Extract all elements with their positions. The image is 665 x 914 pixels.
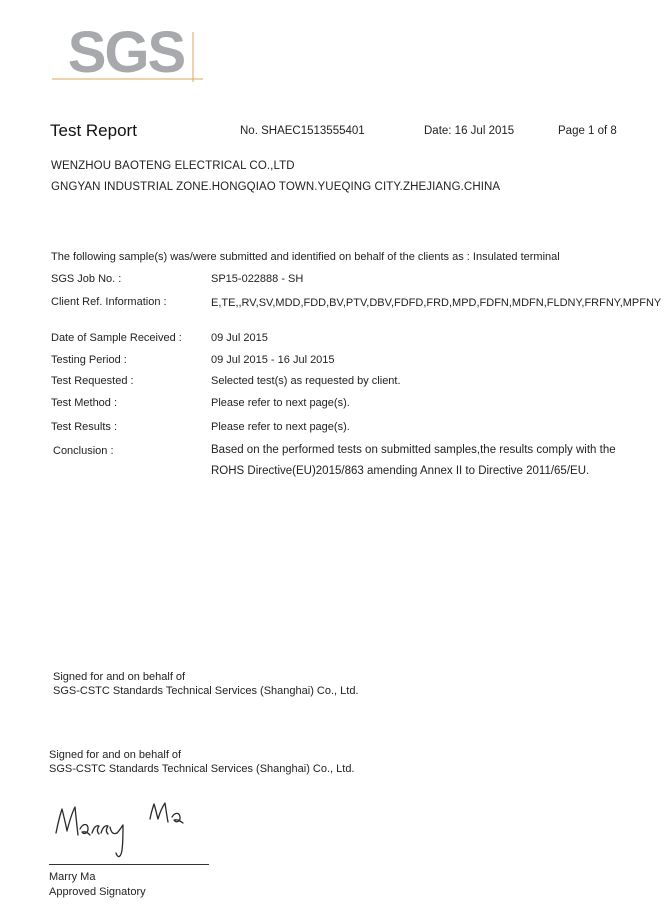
signatory-name: Marry Ma xyxy=(49,871,96,883)
date-received-value: 09 Jul 2015 xyxy=(211,332,268,344)
conclusion-value: Based on the performed tests on submitted samples,the results comply with the ROHS Directive(EU)2015/863 amending Annex II to Directive 2011/65/EU. xyxy=(211,444,616,477)
signature-line xyxy=(49,864,209,865)
handwritten-signature xyxy=(50,795,210,865)
date-received-label: Date of Sample Received : xyxy=(51,332,182,344)
signoff-1-line1: Signed for and on behalf of xyxy=(53,671,186,683)
client-ref-label: Client Ref. Information : xyxy=(51,296,167,308)
signoff-2-line2: SGS-CSTC Standards Technical Services (Shanghai) Co., Ltd. xyxy=(49,763,355,775)
testing-period-value: 09 Jul 2015 - 16 Jul 2015 xyxy=(211,354,335,366)
report-date: Date: 16 Jul 2015 xyxy=(424,125,515,137)
job-no-label: SGS Job No. : xyxy=(51,273,122,285)
test-results-value: Please refer to next page(s). xyxy=(211,421,350,433)
job-no-value: SP15-022888 - SH xyxy=(211,273,304,285)
page-indicator: Page 1 of 8 xyxy=(558,125,617,137)
test-requested-label: Test Requested : xyxy=(51,375,134,387)
test-method-value: Please refer to next page(s). xyxy=(211,397,350,409)
report-title: Test Report xyxy=(50,121,137,140)
intro-statement: The following sample(s) was/were submitted and identified on behalf of the clients as : Insulated terminal xyxy=(51,251,560,263)
signatory-role: Approved Signatory xyxy=(49,886,146,898)
test-requested-value: Selected test(s) as requested by client. xyxy=(211,375,401,387)
conclusion-label: Conclusion : xyxy=(53,445,114,457)
test-results-label: Test Results : xyxy=(51,421,118,433)
signoff-2-line1: Signed for and on behalf of xyxy=(49,749,182,761)
report-number: No. SHAEC1513555401 xyxy=(240,125,365,137)
sgs-logo xyxy=(50,22,205,84)
signoff-1-line2: SGS-CSTC Standards Technical Services (Shanghai) Co., Ltd. xyxy=(53,685,359,697)
testing-period-label: Testing Period : xyxy=(51,354,127,366)
client-address: GNGYAN INDUSTRIAL ZONE.HONGQIAO TOWN.YUEQING CITY.ZHEJIANG.CHINA xyxy=(51,181,501,193)
client-ref-value: E,TE,,RV,SV,MDD,FDD,BV,PTV,DBV,FDFD,FRD,MPD,FDFN,MDFN,FLDNY,FRFNY,MPFNY xyxy=(211,297,662,309)
client-name: WENZHOU BAOTENG ELECTRICAL CO.,LTD xyxy=(51,160,295,172)
test-method-label: Test Method : xyxy=(51,397,118,409)
sgs-logo-text: SGS xyxy=(67,22,185,84)
